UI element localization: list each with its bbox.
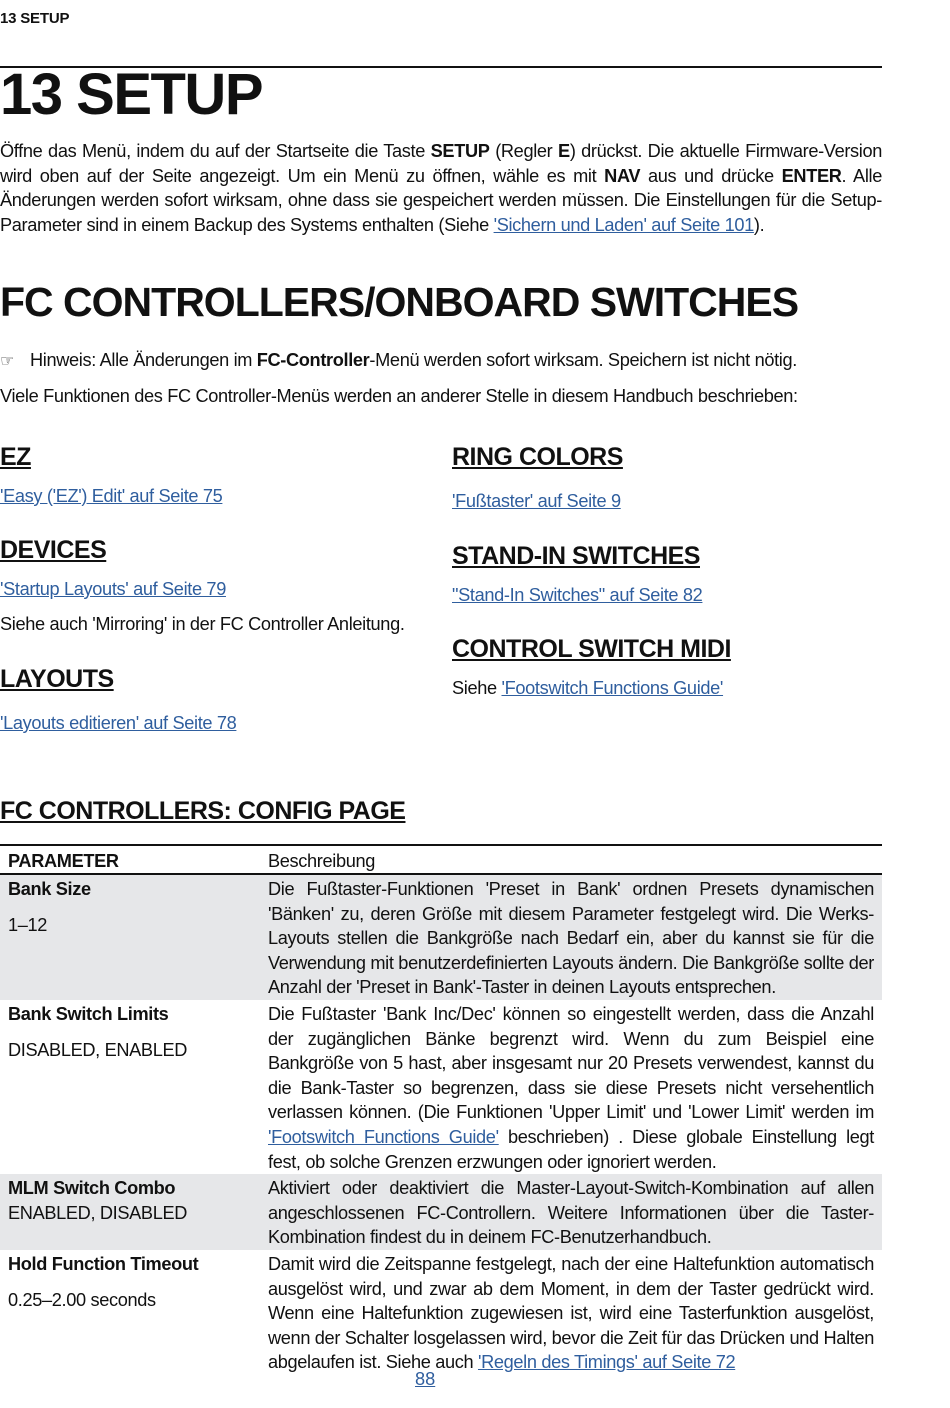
intro-enter-key: ENTER (781, 165, 842, 186)
note-line (0, 350, 797, 371)
many-functions-text: Viele Funktionen des FC Controller-Menüs werden an anderer Stelle in diesem Handbuch beschrieben: (0, 386, 798, 406)
parameter-range: 0.25–2.00 seconds (8, 1289, 156, 1310)
column-header-description: Beschreibung (260, 845, 882, 874)
parameter-name: MLM Switch Combo (8, 1178, 176, 1199)
config-page-heading: FC CONTROLLERS: CONFIG PAGE (0, 797, 406, 825)
intro-text: (Regler (489, 141, 559, 161)
parameter-range: DISABLED, ENABLED (8, 1039, 188, 1060)
description-text: beschrieben) . Diese globale Einstellung legt fest, ob solche Grenzen erzwungen oder ignoriert werden. (268, 1126, 874, 1172)
section-title: FC CONTROLLERS/ONBOARD SWITCHES (0, 279, 799, 325)
link-footswitch-functions-guide[interactable]: 'Footswitch Functions Guide' (501, 678, 724, 698)
note-text: -Menü werden sofort wirksam. Speichern ist nicht nötig. (369, 350, 797, 370)
siehe-text: Siehe (452, 678, 502, 698)
heading-layouts: LAYOUTS (0, 665, 114, 693)
parameter-cell (0, 1000, 260, 1174)
description-cell (260, 1000, 882, 1174)
intro-text: aus und drücke (640, 165, 782, 186)
parameter-name: Bank Switch Limits (8, 1003, 169, 1024)
link-sichern-und-laden[interactable]: 'Sichern und Laden' auf Seite 101 (493, 214, 754, 235)
table-row (0, 1000, 882, 1174)
devices-mirroring-text: Siehe auch 'Mirroring' in der FC Controller Anleitung. (0, 614, 405, 634)
heading-control-switch-midi: CONTROL SWITCH MIDI (452, 635, 731, 663)
parameter-name: Bank Size (8, 879, 91, 899)
link-layouts-editieren[interactable]: 'Layouts editieren' auf Seite 78 (0, 713, 237, 733)
table-header-row (0, 845, 882, 874)
intro-text: Öffne das Menü, indem du auf der Startseite die Taste (0, 141, 431, 161)
parameter-cell (0, 1250, 260, 1375)
intro-nav-key: NAV (604, 165, 641, 186)
running-header: 13 SETUP (0, 10, 70, 27)
intro-knob-e: E (558, 141, 570, 161)
parameter-range: 1–12 (8, 914, 48, 935)
link-regeln-des-timings[interactable]: 'Regeln des Timings' auf Seite 72 (477, 1352, 736, 1373)
description-cell: Die Fußtaster-Funktionen 'Preset in Bank' ordnen Presets dynamischen 'Bänken' zu, deren Größe mit diesem Parameter festgelegt wird. Die Werks-Layouts stellen die Bankgröße nach Bedarf ein, aber du kannst sie für die Verwendung mit benutzerdefinierten Layouts ändern. Die Bankgröße sollte der Anzahl der 'Preset in Bank'-Taster in deinen Layouts entsprechen. (260, 874, 882, 1000)
page-number[interactable]: 88 (415, 1369, 436, 1389)
link-easy-edit[interactable]: 'Easy ('EZ') Edit' auf Seite 75 (0, 486, 223, 506)
column-header-parameter: PARAMETER (0, 845, 260, 874)
control-switch-midi-text (452, 676, 723, 700)
link-stand-in-switches[interactable]: "Stand-In Switches" auf Seite 82 (452, 585, 703, 605)
description-cell (260, 1250, 882, 1375)
table-row (0, 1174, 882, 1250)
intro-text: ). (753, 214, 765, 235)
intro-paragraph (0, 139, 882, 237)
note-text: Hinweis: Alle Änderungen im (30, 350, 257, 370)
parameter-name: Hold Function Timeout (8, 1253, 199, 1274)
heading-ez: EZ (0, 443, 31, 471)
description-text: Die Fußtaster 'Bank Inc/Dec' können so eingestellt werden, dass die Anzahl der zugänglichen Bänke begrenzt wird. Wenn du zum Beispiel eine Bankgröße von 5 hast, aber insgesamt nur 20 Presets verwendest, kannst du die Bank-Taster so begrenzen, dass sie diese Presets nicht versehentlich verlassen können. (Die Funktionen 'Upper Limit' und 'Lower Limit' werden im (268, 1003, 874, 1123)
heading-stand-in-switches: STAND-IN SWITCHES (452, 542, 700, 570)
description-text: Damit wird die Zeitspanne festgelegt, nach der eine Haltefunktion automatisch ausgelöst wird, und zwar ab dem Moment, in dem der Taster gedrückt wird. Wenn eine Haltefunktion zugewiesen ist, wird eine Tasterfunktion ausgelöst, wenn der Schalter losgelassen wird, bevor die Zeit für das Drücken und Halten abgelaufen ist. Siehe auch (268, 1253, 874, 1373)
intro-text: . Alle Änderungen werden sofort wirksam, ohne dass sie gespeichert werden müssen. Die Einstellungen für die Setup-Parameter sind in einem Backup des Systems enthalten (Siehe (0, 165, 882, 235)
page-title: 13 SETUP (0, 62, 262, 127)
note-bold: FC-Controller (256, 350, 370, 370)
table-row (0, 1250, 882, 1375)
description-cell: Aktiviert oder deaktiviert die Master-Layout-Switch-Kombination auf allen angeschlossenen FC-Controllern. Weitere Informationen über die Taster-Kombination findest du in deinem FC-Benutzerhandbuch. (260, 1174, 882, 1250)
parameter-cell (0, 1174, 260, 1250)
parameter-range: ENABLED, DISABLED (8, 1202, 188, 1223)
heading-devices: DEVICES (0, 536, 107, 564)
table-row (0, 874, 882, 1000)
link-startup-layouts[interactable]: 'Startup Layouts' auf Seite 79 (0, 579, 226, 599)
config-parameter-table (0, 844, 882, 1375)
link-fusstaster[interactable]: 'Fußtaster' auf Seite 9 (452, 491, 621, 511)
heading-ring-colors: RING COLORS (452, 443, 623, 471)
intro-text: ) drückst. Die aktuelle Firmware-Version wird oben auf der Seite angezeigt. Um ein Menü zu öffnen, wähle es mit (0, 141, 883, 186)
pointing-hand-icon: ☞ (0, 353, 14, 370)
link-footswitch-functions-guide[interactable]: 'Footswitch Functions Guide' (268, 1126, 499, 1147)
parameter-cell (0, 874, 260, 1000)
intro-setup-key: SETUP (430, 141, 490, 161)
